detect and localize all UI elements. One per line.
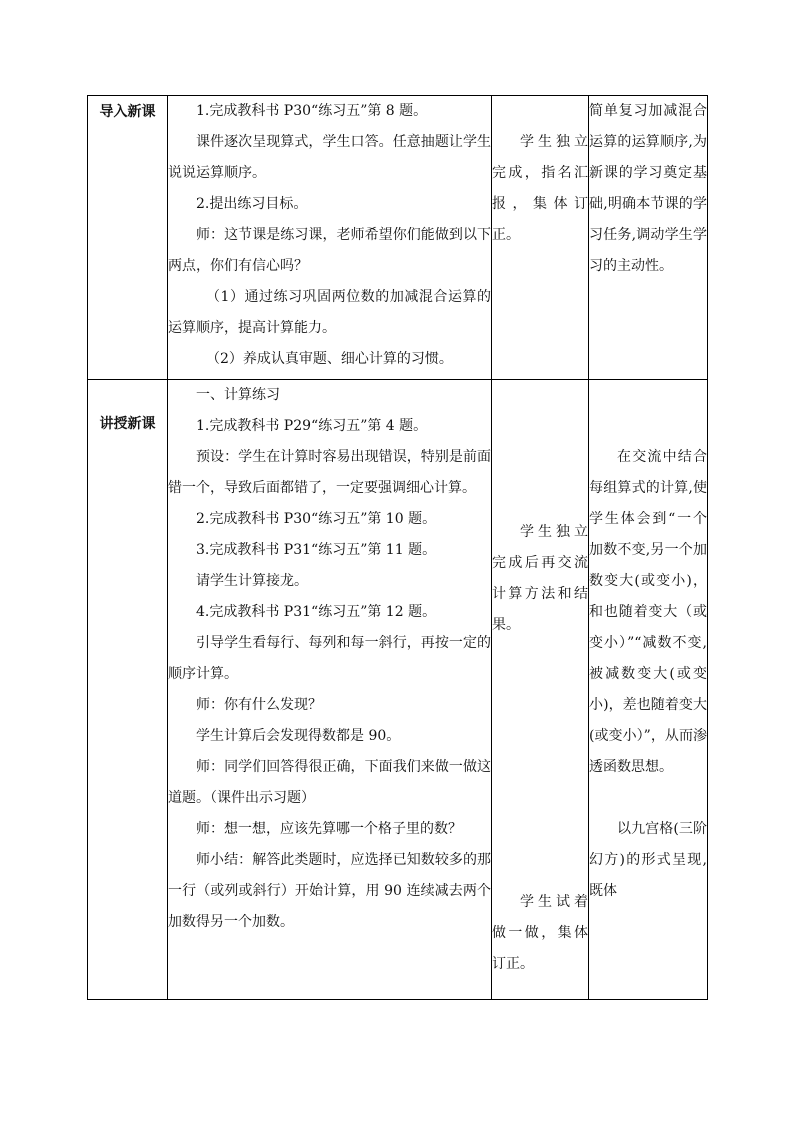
- activity-text: 学生独立完成后再交流计算方法和结果。: [492, 524, 588, 633]
- process-line: 请学生计算接龙。: [196, 573, 308, 589]
- process-line: 课件逐次呈现算式，学生口答。任意抽题让学生说说运算顺序。: [168, 134, 491, 181]
- process-line: 4.完成教科书 P31“练习五”第 12 题。: [196, 604, 437, 620]
- process-line: 学生计算后会发现得数都是 90。: [196, 728, 401, 744]
- process-cell: [168, 96, 492, 380]
- process-line: 师：你有什么发现？: [196, 697, 322, 713]
- stage-cell: 导入新课: [88, 96, 168, 380]
- process-line: 引导学生看每行、每列和每一斜行，再按一定的顺序计算。: [168, 635, 491, 682]
- process-line: 1.完成教科书 P29“练习五”第 4 题。: [196, 418, 428, 434]
- intent-cell: [589, 96, 708, 380]
- table-row: [88, 96, 708, 380]
- process-line: 师：这节课是练习课，老师希望你们能做到以下两点，你们有信心吗？: [168, 227, 491, 274]
- process-line: 2.提出练习目标。: [196, 196, 308, 212]
- table-row: [88, 380, 708, 1000]
- stage-label: 讲授新课: [99, 416, 156, 432]
- process-line: 预设：学生在计算时容易出现错误，特别是前面错一个，导致后面都错了，一定要强调细心计算。: [168, 449, 491, 496]
- process-cell: [168, 380, 492, 1000]
- activity-cell: [492, 380, 589, 1000]
- process-line: （1）通过练习巩固两位数的加减混合运算的运算顺序，提高计算能力。: [168, 289, 491, 336]
- stage-cell: [88, 380, 168, 1000]
- process-line: 2.完成教科书 P30“练习五”第 10 题。: [196, 511, 437, 527]
- intent-text: 以九宫格(三阶幻方)的形式呈现,既体: [589, 821, 707, 899]
- intent-cell: [589, 380, 708, 1000]
- process-line: （2）养成认真审题、细心计算的习惯。: [206, 351, 453, 367]
- process-line: 师：想一想，应该先算哪一个格子里的数？: [196, 821, 462, 837]
- process-line: 师小结：解答此类题时，应选择已知数较多的那一行（或列或斜行）开始计算，用 90 连续减去两个加数得另一个加数。: [168, 852, 491, 930]
- process-line: 一、计算练习: [196, 387, 280, 403]
- activity-cell: [492, 96, 589, 380]
- lesson-plan-table: [87, 95, 708, 1000]
- process-line: 师：同学们回答得很正确，下面我们来做一做这道题。（课件出示习题）: [168, 759, 491, 806]
- intent-text: 简单复习加减混合运算的运算顺序,为新课的学习奠定基础,明确本节课的学习任务,调动学生学习的主动性。: [589, 103, 707, 274]
- process-line: 3.完成教科书 P31“练习五”第 11 题。: [196, 542, 437, 558]
- activity-text: 学生独立完成，指名汇报，集体订正。: [492, 134, 588, 243]
- intent-text: 在交流中结合每组算式的计算,使学生体会到“一个加数不变,另一个加数变大(或变小)，和也随着变大（或变小）”“减数不变,被减数变大(或变小)，差也随着变大(或变小）”，从而渗透函数思想。: [589, 449, 707, 775]
- process-line: 1.完成教科书 P30“练习五”第 8 题。: [196, 103, 428, 119]
- activity-text: 学生试着做一做，集体订正。: [492, 894, 588, 972]
